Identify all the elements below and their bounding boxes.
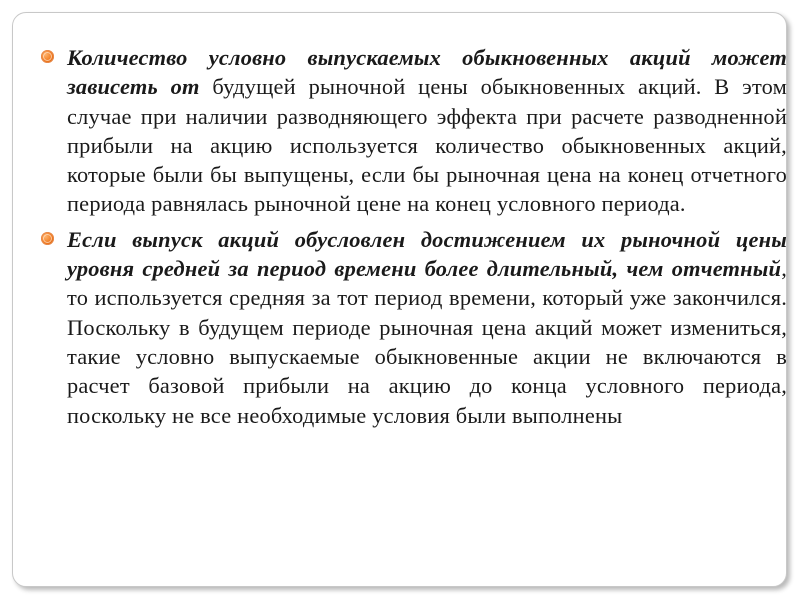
bullet-body-text: , то используется средняя за тот период времени, который уже закончился. Поскольку в будущем периоде рыночная цена акций может измениться, такие условно выпускаемые обыкновенные акции не включаются в расчет базовой прибыли на акцию до конца условного периода, поскольку не все необходимые условия были выполнены (67, 256, 787, 428)
orange-circle-bullet-icon (41, 50, 54, 63)
bullet-emphasis: Количество условно выпускаемых обыкновенных акций может зависеть от (67, 45, 787, 100)
bullet-item-1 (41, 43, 787, 219)
bullet-body-text: будущей рыночной цены обыкновенных акций. В этом случае при наличии разводняющего эффекта при расчете разводненной прибыли на акцию используется количество обыкновенных акций, которые были бы выпущены, если бы рыночная цена на конец отчетного периода равнялась рыночной цене на конец условного периода. (67, 74, 787, 217)
bullet-paragraph (67, 43, 787, 219)
slide-frame (12, 12, 787, 587)
orange-circle-bullet-icon (41, 232, 54, 245)
bullet-paragraph (67, 225, 787, 430)
bullet-emphasis: Если выпуск акций обусловлен достижением их рыночной цены уровня средней за период времени более длительный, чем отчетный (67, 226, 787, 282)
bullet-item-2 (41, 225, 787, 430)
slide-content (41, 43, 787, 436)
